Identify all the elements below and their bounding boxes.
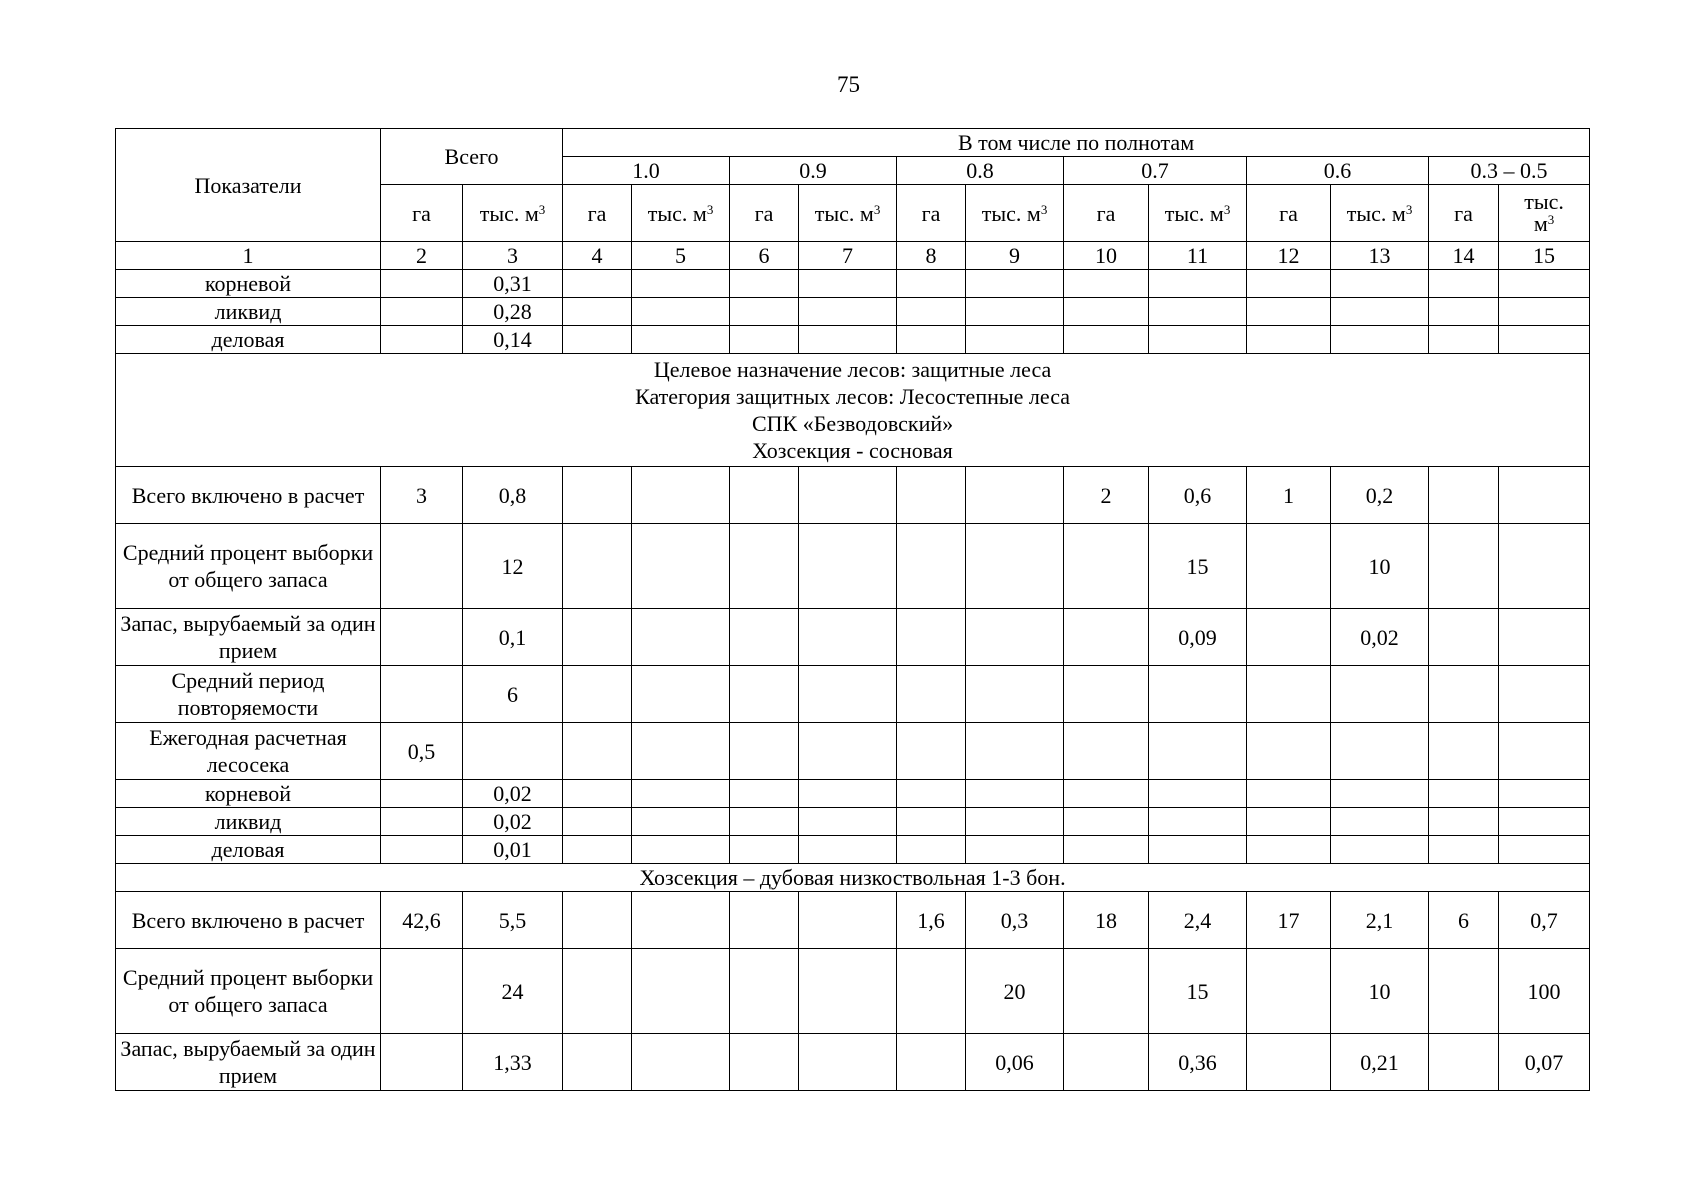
table-cell xyxy=(381,949,463,1034)
table-cell xyxy=(897,836,966,864)
section-line: СПК «Безводовский» xyxy=(751,411,954,436)
table-cell xyxy=(632,808,730,836)
table-cell xyxy=(730,808,799,836)
table-cell: 6 xyxy=(463,666,563,723)
header-ha: га xyxy=(1247,185,1331,242)
table-cell xyxy=(1149,270,1247,298)
col-number: 14 xyxy=(1429,242,1499,270)
table-cell xyxy=(799,808,897,836)
table-cell: 10 xyxy=(1331,524,1429,609)
table-cell xyxy=(1247,1034,1331,1091)
table-cell xyxy=(897,298,966,326)
table-cell xyxy=(563,467,632,524)
table-cell xyxy=(1499,666,1590,723)
table-row xyxy=(116,808,1590,836)
row-label: Запас, вырубаемый за один прием xyxy=(116,1034,381,1091)
table-cell xyxy=(730,609,799,666)
row-label: корневой xyxy=(116,780,381,808)
table-cell xyxy=(563,524,632,609)
table-cell xyxy=(1149,780,1247,808)
table-cell xyxy=(1429,467,1499,524)
table-cell xyxy=(1247,836,1331,864)
table-cell: 42,6 xyxy=(381,892,463,949)
table-cell xyxy=(1429,298,1499,326)
table-row xyxy=(116,270,1590,298)
table-cell xyxy=(966,467,1064,524)
table-cell: 0,02 xyxy=(1331,609,1429,666)
table-cell xyxy=(1331,723,1429,780)
row-label: Всего включено в расчет xyxy=(116,467,381,524)
table-cell xyxy=(563,892,632,949)
header-ha: га xyxy=(730,185,799,242)
table-cell xyxy=(1064,298,1149,326)
table-cell xyxy=(632,270,730,298)
table-cell xyxy=(966,298,1064,326)
table-cell xyxy=(1429,780,1499,808)
row-label: ликвид xyxy=(116,298,381,326)
row-label: ликвид xyxy=(116,808,381,836)
table-cell xyxy=(897,270,966,298)
row-label: Ежегодная расчетная лесосека xyxy=(116,723,381,780)
header-group: 0.6 xyxy=(1247,157,1429,185)
header-thous-m3: тыс. $м^3$ xyxy=(966,185,1064,242)
table-cell xyxy=(966,780,1064,808)
row-label: деловая xyxy=(116,836,381,864)
header-ha: га xyxy=(897,185,966,242)
table-cell xyxy=(381,609,463,666)
table-cell xyxy=(1064,723,1149,780)
header-ha: га xyxy=(1064,185,1149,242)
table-cell xyxy=(632,1034,730,1091)
table-cell xyxy=(1331,326,1429,354)
table-cell xyxy=(1247,524,1331,609)
table-cell: 0,2 xyxy=(1331,467,1429,524)
table-cell xyxy=(1149,836,1247,864)
table-cell xyxy=(381,270,463,298)
table-cell xyxy=(1331,666,1429,723)
header-thous-m3: тыс. $м^3$ xyxy=(463,185,563,242)
col-number: 3 xyxy=(463,242,563,270)
table-row xyxy=(116,609,1590,666)
section-heading xyxy=(116,864,1590,892)
table-cell xyxy=(897,808,966,836)
table-cell xyxy=(1247,298,1331,326)
table-cell xyxy=(1064,326,1149,354)
row-label: Средний процент выборки от общего запаса xyxy=(116,949,381,1034)
table-cell: 0,02 xyxy=(463,780,563,808)
table-cell xyxy=(463,723,563,780)
table-cell xyxy=(1429,1034,1499,1091)
section-row xyxy=(116,354,1590,467)
table-cell xyxy=(730,270,799,298)
table-cell: 100 xyxy=(1499,949,1590,1034)
row-label: Всего включено в расчет xyxy=(116,892,381,949)
table-cell xyxy=(1064,808,1149,836)
table-cell xyxy=(632,892,730,949)
table-cell xyxy=(799,609,897,666)
table-cell xyxy=(799,723,897,780)
table-cell: 5,5 xyxy=(463,892,563,949)
col-number: 6 xyxy=(730,242,799,270)
table-cell xyxy=(632,723,730,780)
table-cell xyxy=(563,609,632,666)
table-cell xyxy=(799,892,897,949)
table-cell: 24 xyxy=(463,949,563,1034)
col-number: 4 xyxy=(563,242,632,270)
table-row xyxy=(116,892,1590,949)
col-number: 11 xyxy=(1149,242,1247,270)
header-group: 0.7 xyxy=(1064,157,1247,185)
col-number: 1 xyxy=(116,242,381,270)
table-cell xyxy=(1064,836,1149,864)
table-row xyxy=(116,524,1590,609)
table-cell xyxy=(1499,467,1590,524)
table-cell xyxy=(563,836,632,864)
table-cell xyxy=(897,780,966,808)
table-cell xyxy=(1499,298,1590,326)
table-cell: 1 xyxy=(1247,467,1331,524)
table-cell xyxy=(381,1034,463,1091)
table-cell xyxy=(563,666,632,723)
table-cell xyxy=(897,524,966,609)
table-cell xyxy=(897,609,966,666)
table-cell xyxy=(1149,723,1247,780)
table-cell: 0,5 xyxy=(381,723,463,780)
table-cell xyxy=(1247,723,1331,780)
table-cell xyxy=(966,808,1064,836)
table-cell xyxy=(632,949,730,1034)
header-thous-m3-split: тыс. $м^3$ xyxy=(1499,185,1590,242)
table-cell: 20 xyxy=(966,949,1064,1034)
table-cell xyxy=(381,780,463,808)
table-cell xyxy=(897,666,966,723)
table-cell xyxy=(1064,524,1149,609)
table-cell xyxy=(563,326,632,354)
table-cell xyxy=(563,780,632,808)
table-cell xyxy=(1247,808,1331,836)
table-cell xyxy=(1499,270,1590,298)
table-cell xyxy=(381,524,463,609)
table-cell xyxy=(1331,270,1429,298)
col-number: 10 xyxy=(1064,242,1149,270)
table-cell: 15 xyxy=(1149,949,1247,1034)
table-row xyxy=(116,467,1590,524)
table-cell xyxy=(799,666,897,723)
table-row xyxy=(116,836,1590,864)
section-line: Хозсекция – дубовая низкоствольная 1-3 бон. xyxy=(639,865,1066,890)
col-number: 8 xyxy=(897,242,966,270)
table-cell xyxy=(1149,808,1247,836)
col-number: 7 xyxy=(799,242,897,270)
table-cell xyxy=(632,609,730,666)
table-cell: 2,4 xyxy=(1149,892,1247,949)
table-cell xyxy=(1499,723,1590,780)
table-row xyxy=(116,1034,1590,1091)
table-cell xyxy=(799,1034,897,1091)
table-cell: 2 xyxy=(1064,467,1149,524)
col-number: 12 xyxy=(1247,242,1331,270)
header-thous-m3: тыс. $м^3$ xyxy=(799,185,897,242)
table-cell xyxy=(1064,780,1149,808)
table-cell xyxy=(1499,326,1590,354)
header-thous-m3: тыс. $м^3$ xyxy=(632,185,730,242)
table-cell: 17 xyxy=(1247,892,1331,949)
table-cell xyxy=(381,298,463,326)
table-cell xyxy=(381,326,463,354)
table-cell xyxy=(563,1034,632,1091)
table-cell xyxy=(1064,609,1149,666)
table-cell xyxy=(799,298,897,326)
table-cell xyxy=(897,326,966,354)
table-cell: 0,21 xyxy=(1331,1034,1429,1091)
table-cell: 0,14 xyxy=(463,326,563,354)
header-ha: га xyxy=(563,185,632,242)
table-cell xyxy=(563,808,632,836)
table-cell xyxy=(632,326,730,354)
table-cell: 0,6 xyxy=(1149,467,1247,524)
table-cell xyxy=(1429,808,1499,836)
table-row xyxy=(116,949,1590,1034)
table-cell: 0,7 xyxy=(1499,892,1590,949)
table-cell: 10 xyxy=(1331,949,1429,1034)
table-cell: 0,01 xyxy=(463,836,563,864)
table-cell: 0,36 xyxy=(1149,1034,1247,1091)
header-including: В том числе по полнотам xyxy=(563,129,1590,157)
table-cell xyxy=(1149,326,1247,354)
table-cell xyxy=(1331,780,1429,808)
table-cell xyxy=(730,524,799,609)
table-cell xyxy=(799,467,897,524)
table-cell xyxy=(1429,723,1499,780)
table-cell xyxy=(1429,836,1499,864)
table-cell xyxy=(1499,609,1590,666)
row-label: Средний период повторяемости xyxy=(116,666,381,723)
table-cell xyxy=(1499,836,1590,864)
table-cell xyxy=(966,723,1064,780)
table-row xyxy=(116,298,1590,326)
table-cell xyxy=(897,949,966,1034)
table-cell xyxy=(897,723,966,780)
table-cell: 18 xyxy=(1064,892,1149,949)
table-row xyxy=(116,666,1590,723)
table-cell xyxy=(632,298,730,326)
header-group: 1.0 xyxy=(563,157,730,185)
col-number: 13 xyxy=(1331,242,1429,270)
table-cell xyxy=(1429,524,1499,609)
table-cell: 0,28 xyxy=(463,298,563,326)
table-cell xyxy=(730,780,799,808)
table-cell xyxy=(1149,666,1247,723)
table-cell xyxy=(730,298,799,326)
table-cell xyxy=(966,524,1064,609)
table-cell xyxy=(730,892,799,949)
table-cell xyxy=(730,836,799,864)
table-row xyxy=(116,780,1590,808)
header-total: Всего xyxy=(381,129,563,185)
header-ha: га xyxy=(1429,185,1499,242)
table-cell: 2,1 xyxy=(1331,892,1429,949)
table-cell xyxy=(1499,808,1590,836)
table-cell xyxy=(1429,326,1499,354)
table-cell: 0,09 xyxy=(1149,609,1247,666)
table-cell xyxy=(632,780,730,808)
table-cell xyxy=(381,666,463,723)
table-cell xyxy=(1149,298,1247,326)
row-label: Запас, вырубаемый за один прием xyxy=(116,609,381,666)
table-cell xyxy=(799,270,897,298)
table-cell xyxy=(1429,949,1499,1034)
table-cell xyxy=(730,326,799,354)
table-cell xyxy=(632,666,730,723)
table-cell xyxy=(381,808,463,836)
table-cell xyxy=(730,467,799,524)
table-cell xyxy=(1247,949,1331,1034)
table-cell xyxy=(563,949,632,1034)
col-number: 5 xyxy=(632,242,730,270)
table-cell: 12 xyxy=(463,524,563,609)
table-cell: 0,8 xyxy=(463,467,563,524)
row-label: деловая xyxy=(116,326,381,354)
table-cell xyxy=(1429,270,1499,298)
section-line: Категория защитных лесов: Лесостепные леса xyxy=(635,384,1071,409)
table-cell xyxy=(632,467,730,524)
table-cell xyxy=(381,836,463,864)
table-cell xyxy=(1331,808,1429,836)
header-ha: га xyxy=(381,185,463,242)
table-cell xyxy=(966,326,1064,354)
forest-table xyxy=(115,128,1590,1091)
table-cell: 0,06 xyxy=(966,1034,1064,1091)
table-cell: 0,31 xyxy=(463,270,563,298)
table-cell xyxy=(632,836,730,864)
page-number: 75 xyxy=(837,72,860,97)
table-cell xyxy=(1064,270,1149,298)
table-cell xyxy=(1247,666,1331,723)
table-cell xyxy=(966,666,1064,723)
table-cell xyxy=(1064,1034,1149,1091)
table-cell xyxy=(1429,666,1499,723)
table-cell xyxy=(1247,270,1331,298)
table-cell: 1,6 xyxy=(897,892,966,949)
table-cell xyxy=(897,467,966,524)
section-line: Хозсекция - сосновая xyxy=(752,438,953,463)
table-cell xyxy=(730,666,799,723)
table-cell xyxy=(966,609,1064,666)
table-cell xyxy=(632,524,730,609)
row-label: корневой xyxy=(116,270,381,298)
table-cell xyxy=(799,780,897,808)
table-cell xyxy=(563,298,632,326)
table-cell xyxy=(730,723,799,780)
header-group: 0.3 – 0.5 xyxy=(1429,157,1590,185)
table-cell: 3 xyxy=(381,467,463,524)
table-cell: 6 xyxy=(1429,892,1499,949)
table-cell xyxy=(1064,666,1149,723)
section-row xyxy=(116,864,1590,892)
table-cell xyxy=(1429,609,1499,666)
table-cell: 0,07 xyxy=(1499,1034,1590,1091)
row-label: Средний процент выборки от общего запаса xyxy=(116,524,381,609)
header-thous-m3: тыс. $м^3$ xyxy=(1331,185,1429,242)
table-row xyxy=(116,326,1590,354)
table-cell xyxy=(1331,836,1429,864)
section-heading xyxy=(116,354,1590,467)
table-cell xyxy=(730,949,799,1034)
table-cell xyxy=(1247,780,1331,808)
table-cell: 0,02 xyxy=(463,808,563,836)
table-cell xyxy=(799,949,897,1034)
table-cell xyxy=(1247,609,1331,666)
table-row xyxy=(116,723,1590,780)
table-cell xyxy=(1064,949,1149,1034)
table-cell xyxy=(563,270,632,298)
table-cell xyxy=(1331,298,1429,326)
table-cell xyxy=(1247,326,1331,354)
table-cell xyxy=(730,1034,799,1091)
table-cell xyxy=(799,326,897,354)
header-thous-m3: тыс. $м^3$ xyxy=(1149,185,1247,242)
col-number: 9 xyxy=(966,242,1064,270)
table-cell: 15 xyxy=(1149,524,1247,609)
col-number: 15 xyxy=(1499,242,1590,270)
section-line: Целевое назначение лесов: защитные леса xyxy=(653,357,1052,382)
table-cell: 0,3 xyxy=(966,892,1064,949)
table-cell xyxy=(1499,780,1590,808)
header-indicators: Показатели xyxy=(116,129,381,242)
table-cell xyxy=(966,836,1064,864)
table-cell xyxy=(1499,524,1590,609)
table-cell: 1,33 xyxy=(463,1034,563,1091)
table-cell: 0,1 xyxy=(463,609,563,666)
table-cell xyxy=(563,723,632,780)
table-cell xyxy=(799,524,897,609)
table-cell xyxy=(966,270,1064,298)
col-number: 2 xyxy=(381,242,463,270)
header-group: 0.8 xyxy=(897,157,1064,185)
table-cell xyxy=(897,1034,966,1091)
table-cell xyxy=(799,836,897,864)
header-group: 0.9 xyxy=(730,157,897,185)
